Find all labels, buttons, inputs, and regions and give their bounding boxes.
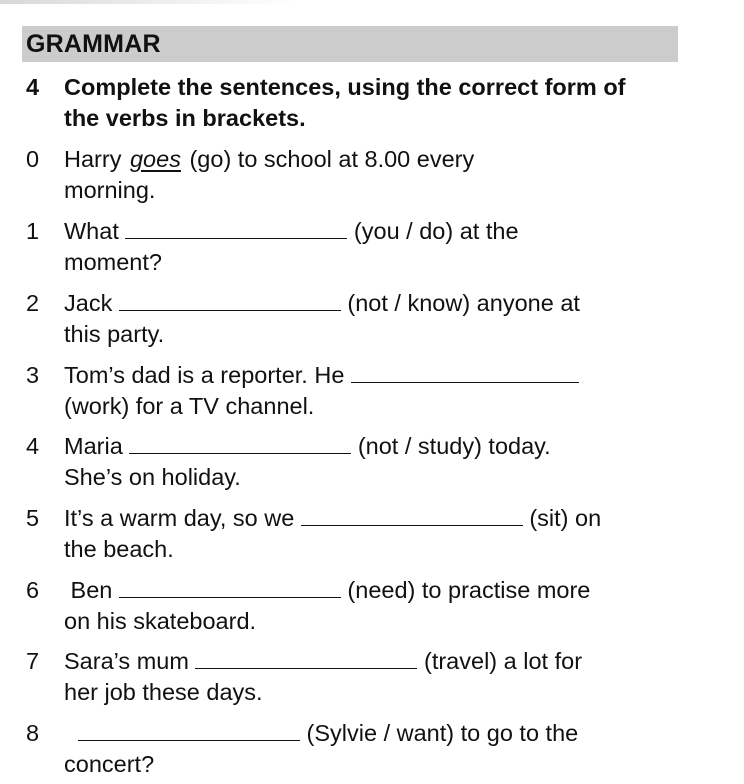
top-edge-decoration xyxy=(0,0,300,4)
item-number: 0 xyxy=(26,146,40,172)
item-number: 8 xyxy=(26,720,40,746)
sentence-item-4 xyxy=(26,431,686,493)
exercise-number: 4 xyxy=(26,74,40,100)
item-text-line2: moment? xyxy=(64,249,162,275)
sentence-item-5 xyxy=(26,503,686,565)
item-text-before: Jack xyxy=(64,290,113,316)
item-number: 2 xyxy=(26,290,40,316)
item-text-after: (Sylvie / want) to go to the xyxy=(306,720,579,746)
item-number: 3 xyxy=(26,362,40,388)
item-text-after: (you / do) at the xyxy=(353,218,519,244)
item-text-after: (sit) on xyxy=(529,505,602,531)
answer-blank[interactable] xyxy=(301,503,523,526)
item-text-before: It’s a warm day, so we xyxy=(64,505,295,531)
sentence-item-0 xyxy=(26,144,686,206)
item-text-line2: morning. xyxy=(64,177,156,203)
answer-blank[interactable] xyxy=(195,646,417,669)
answer-blank[interactable] xyxy=(351,360,579,383)
answer-blank[interactable] xyxy=(78,718,300,741)
item-text-before: What xyxy=(64,218,119,244)
section-header xyxy=(22,26,678,62)
sentence-item-2 xyxy=(26,288,686,350)
item-text xyxy=(64,718,686,780)
answer-blank[interactable] xyxy=(129,431,351,454)
answer-blank[interactable] xyxy=(125,216,347,239)
exercise-instruction xyxy=(26,72,666,134)
instruction-text: Complete the sentences, using the correct form of the verbs in brackets. xyxy=(64,74,626,131)
item-number: 7 xyxy=(26,648,40,674)
example-answer: goes xyxy=(129,146,181,172)
sentence-item-6 xyxy=(26,575,686,637)
sentence-item-7 xyxy=(26,646,686,708)
item-text-line2: She’s on holiday. xyxy=(64,464,241,490)
item-text-after: (need) to practise more xyxy=(347,577,591,603)
item-text-line2: (work) for a TV channel. xyxy=(64,393,315,419)
item-text-line2: the beach. xyxy=(64,536,174,562)
item-text xyxy=(64,216,686,278)
item-text-line2: this party. xyxy=(64,321,165,347)
item-text-line2: her job these days. xyxy=(64,679,263,705)
item-text-before: Tom’s dad is a reporter. He xyxy=(64,362,345,388)
item-text-before: Maria xyxy=(64,433,123,459)
item-text xyxy=(64,431,686,493)
item-text-line2: on his skateboard. xyxy=(64,608,257,634)
item-text-after: (not / know) anyone at xyxy=(347,290,580,316)
item-text-after: (not / study) today. xyxy=(357,433,551,459)
item-text-after: (travel) a lot for xyxy=(424,648,583,674)
sentence-item-8 xyxy=(26,718,686,780)
item-number: 5 xyxy=(26,505,40,531)
item-text xyxy=(64,646,686,708)
sentence-item-3 xyxy=(26,360,686,422)
item-number: 1 xyxy=(26,218,40,244)
item-text-after: (go) to school at 8.00 every xyxy=(189,146,475,172)
item-text-line2: concert? xyxy=(64,751,155,777)
item-text-before: Sara’s mum xyxy=(64,648,189,674)
sentence-item-1 xyxy=(26,216,686,278)
item-text-before: Harry xyxy=(64,146,122,172)
item-text xyxy=(64,144,686,206)
item-text-before: Ben xyxy=(70,577,113,603)
item-text xyxy=(64,503,686,565)
item-text xyxy=(64,288,686,350)
answer-blank[interactable] xyxy=(119,288,341,311)
item-text xyxy=(64,575,686,637)
item-number: 4 xyxy=(26,433,40,459)
answer-blank[interactable] xyxy=(119,575,341,598)
item-text xyxy=(64,360,686,422)
section-title: GRAMMAR xyxy=(26,30,161,58)
item-number: 6 xyxy=(26,577,40,603)
